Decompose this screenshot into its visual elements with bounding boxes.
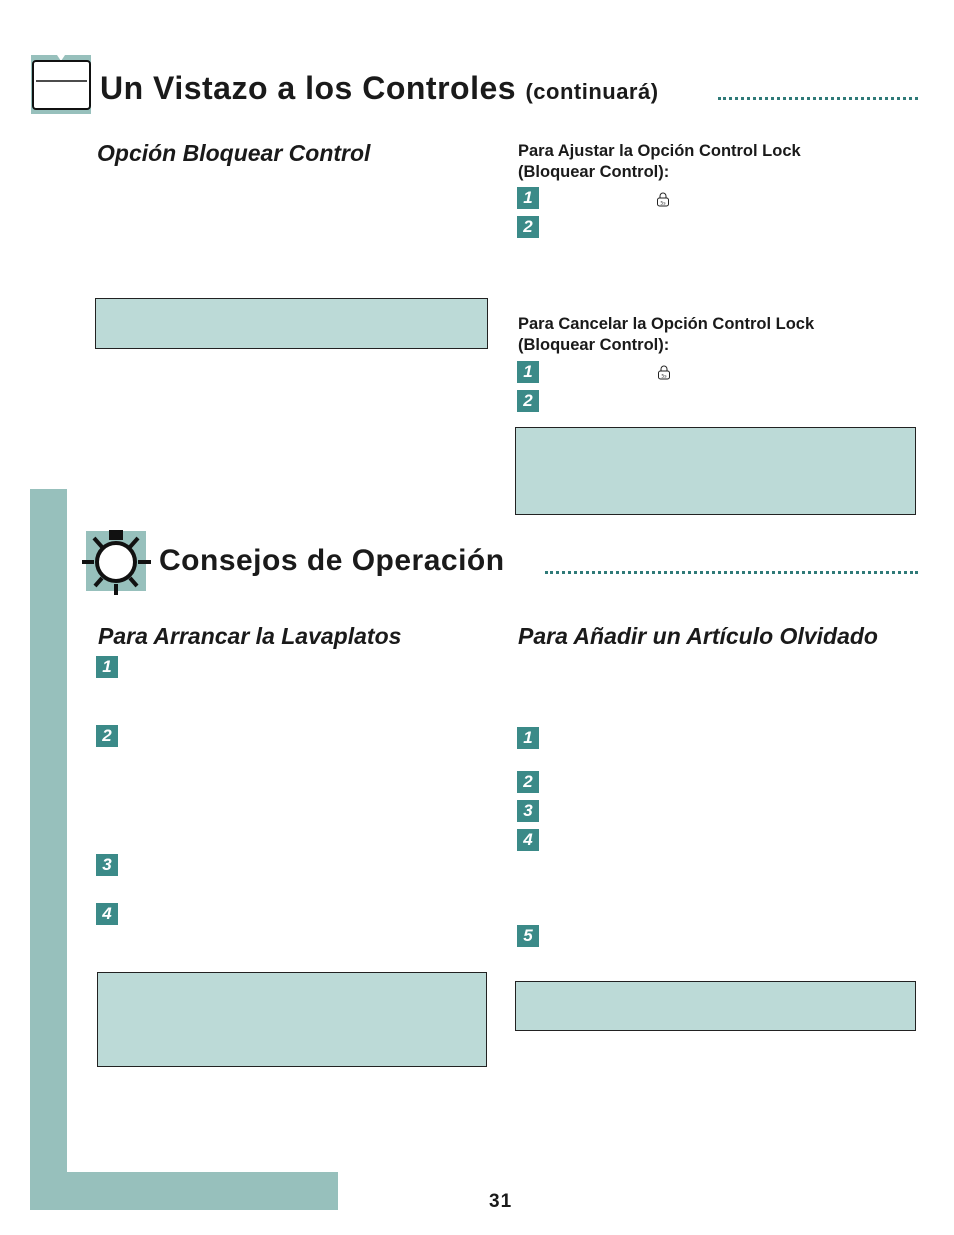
step-badge: 1: [517, 727, 539, 749]
cancel-lock-heading: [518, 314, 814, 356]
control-lock-subtitle: Opción Bloquear Control: [97, 140, 371, 166]
lock-icon: [655, 191, 671, 207]
title-dotted-leader: [718, 97, 918, 100]
step-badge: 2: [517, 771, 539, 793]
step-badge: 5: [517, 925, 539, 947]
note-box-start: [97, 972, 487, 1067]
note-box-control-lock: [95, 298, 488, 349]
tips-title: Consejos de Operación: [159, 544, 505, 577]
set-lock-heading-line2: (Bloquear Control):: [518, 163, 670, 181]
set-lock-heading-line1: Para Ajustar la Opción Control Lock: [518, 142, 801, 160]
side-bar-horizontal: [30, 1172, 338, 1210]
control-panel-icon: [30, 54, 92, 116]
set-lock-heading: [518, 141, 801, 183]
step-badge: 4: [96, 903, 118, 925]
cancel-lock-heading-line1: Para Cancelar la Opción Control Lock: [518, 315, 815, 333]
page-title-suffix: (continuará): [525, 79, 659, 104]
start-dishwasher-subtitle: Para Arrancar la Lavaplatos: [98, 623, 402, 649]
step-badge: 3: [517, 800, 539, 822]
note-box-add-item: [515, 981, 916, 1031]
step-badge: 2: [517, 390, 539, 412]
step-badge: 2: [517, 216, 539, 238]
page-title-main: Un Vistazo a los Controles: [100, 70, 517, 106]
add-item-subtitle: Para Añadir un Artículo Olvidado: [518, 623, 878, 649]
step-badge: 4: [517, 829, 539, 851]
note-box-cancel-lock: [515, 427, 916, 515]
step-badge: 3: [96, 854, 118, 876]
page-number: 31: [489, 1191, 513, 1212]
page-title: [100, 70, 659, 107]
step-badge: 2: [96, 725, 118, 747]
step-badge: 1: [517, 361, 539, 383]
lock-icon-label: 5s: [660, 201, 666, 207]
lock-icon: [656, 364, 672, 380]
lock-icon-label: 5s: [661, 374, 667, 380]
step-badge: 1: [96, 656, 118, 678]
side-bar-vertical: [30, 489, 67, 1210]
step-badge: 1: [517, 187, 539, 209]
lightbulb-tip-icon: [82, 528, 152, 596]
tips-dotted-leader: [545, 571, 918, 574]
cancel-lock-heading-line2: (Bloquear Control):: [518, 336, 670, 354]
